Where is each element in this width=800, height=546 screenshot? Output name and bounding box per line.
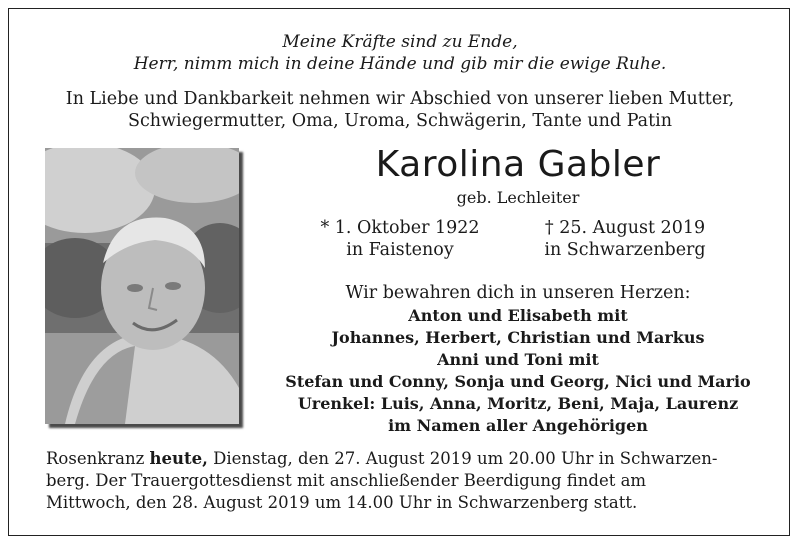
service-notice-line-3: Mittwoch, den 28. August 2019 um 14.00 Uhr in Schwarzenberg statt. xyxy=(46,493,638,512)
mourner-line: Anton und Elisabeth mit xyxy=(408,306,628,325)
intro-line-1: In Liebe und Dankbarkeit nehmen wir Abschied von unserer lieben Mutter, xyxy=(65,89,735,109)
mourner-line: Urenkel: Luis, Anna, Moritz, Beni, Maja, Laurenz xyxy=(297,394,739,413)
notice-today: heute, xyxy=(149,449,208,468)
verse-line-1: Meine Kräfte sind zu Ende, xyxy=(282,32,518,52)
deceased-name: Karolina Gabler xyxy=(375,144,661,185)
portrait-photo xyxy=(45,148,239,424)
mourner-line: Johannes, Herbert, Christian und Markus xyxy=(331,328,705,347)
maiden-name: geb. Lechleiter xyxy=(456,188,580,207)
mourner-line: Stefan und Conny, Sonja und Georg, Nici und Mario xyxy=(285,372,751,391)
service-notice-line-1 xyxy=(46,448,758,470)
birth-date: * 1. Oktober 1922 xyxy=(320,218,480,238)
mourner-line: im Namen aller Angehörigen xyxy=(388,416,648,435)
service-notice-line-2: berg. Der Trauergottesdienst mit anschließender Beerdigung findet am xyxy=(46,471,647,490)
notice-text: Rosenkranz xyxy=(46,449,150,468)
mourners-heading: Wir bewahren dich in unseren Herzen: xyxy=(345,283,691,303)
intro-line-2: Schwiegermutter, Oma, Uroma, Schwägerin, Tante und Patin xyxy=(127,111,673,131)
death-info xyxy=(520,217,730,261)
verse-line-2: Herr, nimm mich in deine Hände und gib mir die ewige Ruhe. xyxy=(133,54,667,74)
death-place: in Schwarzenberg xyxy=(544,240,706,260)
death-date: † 25. August 2019 xyxy=(544,218,706,238)
birth-info xyxy=(300,217,500,261)
mourner-line: Anni und Toni mit xyxy=(437,350,599,369)
notice-text: Dienstag, den 27. August 2019 um 20.00 Uhr in Schwarzen- xyxy=(207,449,718,468)
birth-place: in Faistenoy xyxy=(346,240,454,260)
